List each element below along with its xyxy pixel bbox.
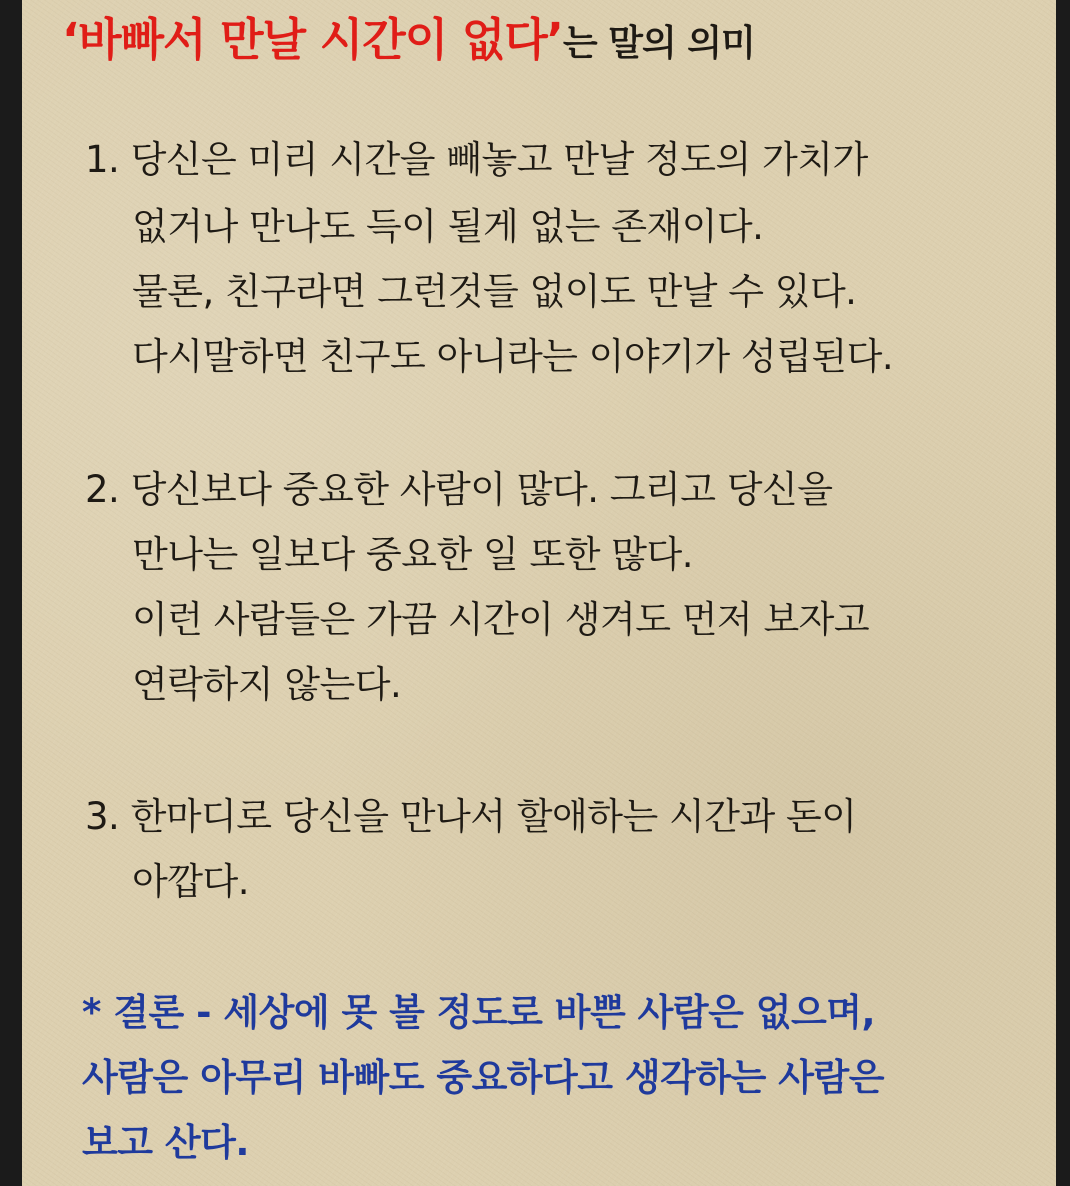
point-2-line: 연락하지 않는다. [132, 663, 402, 706]
title-rest: 는 말의 의미 [562, 23, 755, 64]
point-2-first-line: 2. 당신보다 중요한 사람이 많다. 그리고 당신을 [85, 468, 833, 511]
point-2-line: 이런 사람들은 가끔 시간이 생겨도 먼저 보자고 [132, 598, 870, 641]
point-1-first-line: 1. 당신은 미리 시간을 빼놓고 만날 정도의 가치가 [85, 138, 868, 181]
conclusion-line: * 결론 - 세상에 못 볼 정도로 바쁜 사람은 없으며, [82, 991, 876, 1034]
page-title [62, 10, 755, 70]
point-3-first-line: 3. 한마디로 당신을 만나서 할애하는 시간과 돈이 [85, 795, 857, 838]
point-1-line: 물론, 친구라면 그런것들 없이도 만날 수 있다. [132, 270, 857, 313]
point-2-line: 만나는 일보다 중요한 일 또한 많다. [132, 533, 693, 576]
title-highlight: ‘바빠서 만날 시간이 없다’ [62, 13, 563, 66]
point-1-line: 다시말하면 친구도 아니라는 이야기가 성립된다. [132, 335, 894, 378]
point-3-line: 아깝다. [132, 860, 249, 903]
conclusion-line: 사람은 아무리 바빠도 중요하다고 생각하는 사람은 [82, 1056, 884, 1099]
conclusion-line: 보고 산다. [82, 1121, 249, 1164]
point-1-line: 없거나 만나도 득이 될게 없는 존재이다. [132, 205, 764, 248]
